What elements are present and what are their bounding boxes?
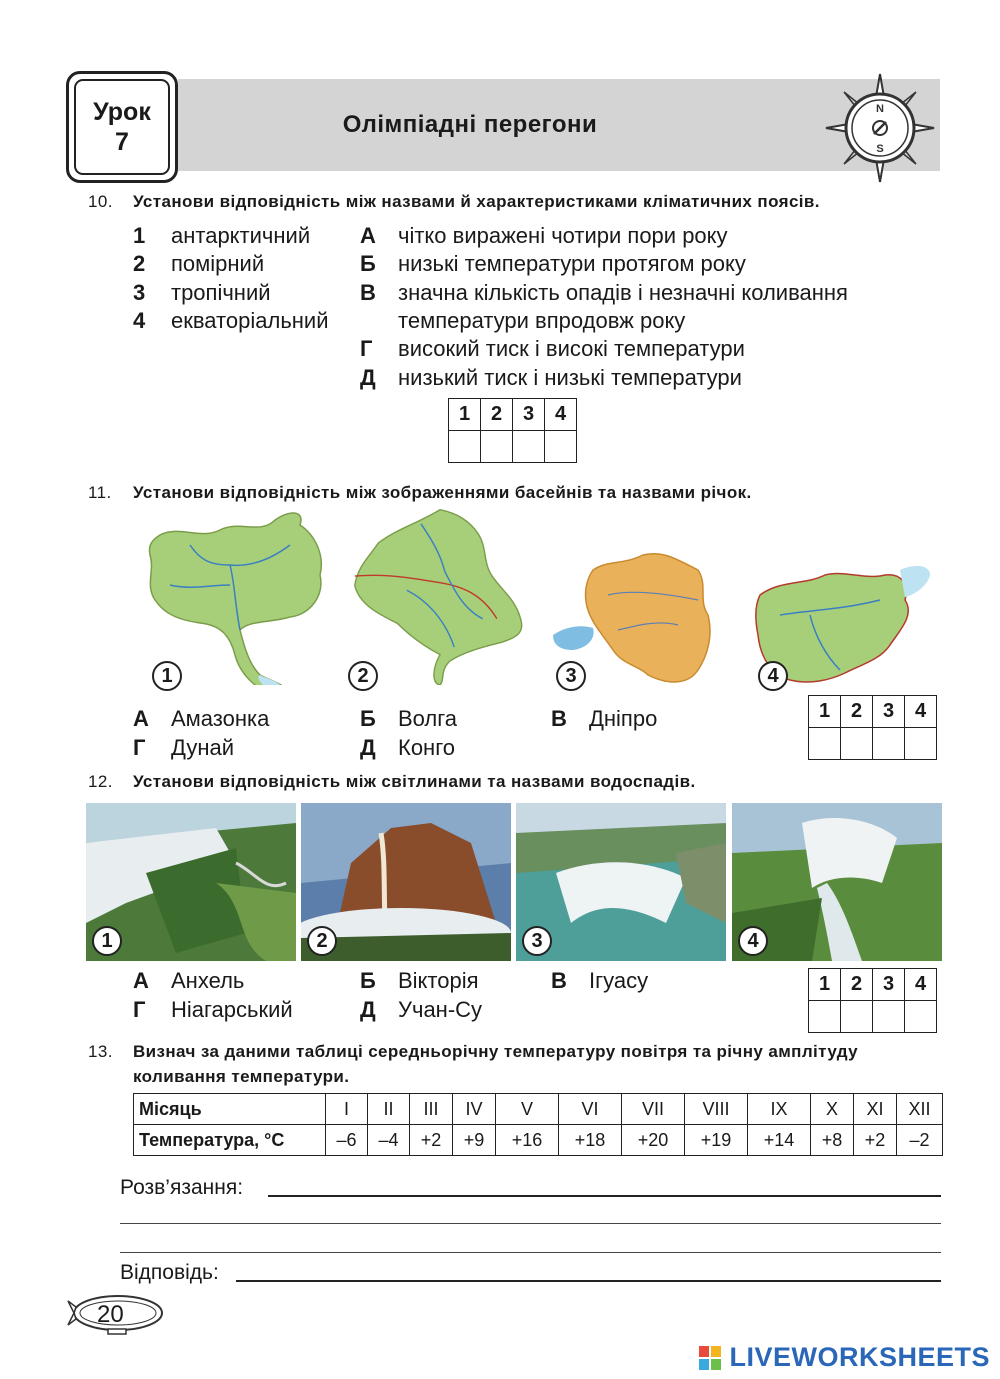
- image-label: 1: [92, 926, 122, 956]
- task-10-heading: [88, 192, 820, 212]
- answer-cell[interactable]: [809, 728, 841, 760]
- option-item: В Ігуасу: [551, 968, 649, 993]
- task-13-heading-cont: коливання температури.: [133, 1067, 350, 1086]
- answer-line[interactable]: [236, 1280, 941, 1282]
- temperature-table: [133, 1093, 943, 1156]
- answer-cell[interactable]: [905, 728, 937, 760]
- temperature-cell: +19: [685, 1125, 748, 1156]
- month-cell: I: [326, 1094, 368, 1125]
- task-text: Установи відповідність між світлинами та назвами водоспадів.: [133, 772, 696, 791]
- image-label: 3: [522, 926, 552, 956]
- temperature-cell: +20: [622, 1125, 685, 1156]
- temperature-cell: +18: [559, 1125, 622, 1156]
- month-cell: III: [410, 1094, 453, 1125]
- basin-map-1: [140, 505, 330, 685]
- answer-cell[interactable]: [809, 1001, 841, 1033]
- option-item: Б Вікторія: [360, 968, 479, 993]
- task-text: Визнач за даними таблиці середньорічну температуру повітря та річну амплітуду: [133, 1042, 859, 1061]
- list-item-continuation: температури впродовж року: [398, 308, 686, 333]
- answer-grid-10: 1 2 3 4: [448, 398, 577, 463]
- option-item: Г Ніагарський: [133, 997, 293, 1022]
- answer-cell[interactable]: [905, 1001, 937, 1033]
- list-item: В значна кількість опадів і незначні коливання: [360, 280, 848, 305]
- task-11-heading: [88, 483, 752, 503]
- compass-s-label: S: [876, 143, 884, 155]
- list-item: 3 тропічний: [133, 280, 271, 305]
- temperature-cell: +9: [453, 1125, 496, 1156]
- month-cell: XII: [897, 1094, 943, 1125]
- compass-icon: [824, 72, 936, 184]
- image-label: 2: [307, 926, 337, 956]
- temperature-cell: –4: [368, 1125, 410, 1156]
- image-label: 4: [738, 926, 768, 956]
- brand-logo-icon: [699, 1346, 721, 1370]
- list-item: 4 екваторіальний: [133, 308, 329, 333]
- basin-map-2: [345, 505, 535, 685]
- temperature-cell: –2: [897, 1125, 943, 1156]
- month-cell: VII: [622, 1094, 685, 1125]
- list-item: А чітко виражені чотири пори року: [360, 223, 728, 248]
- temperature-cell: –6: [326, 1125, 368, 1156]
- answer-cell[interactable]: [841, 728, 873, 760]
- page-number: 20: [97, 1301, 124, 1328]
- task-text: Установи відповідність між назвами й характеристиками кліматичних поясів.: [133, 192, 820, 211]
- table-row: Температура, °С –6 –4 +2 +9 +16 +18 +20 +19 +14 +8 +2 –2: [134, 1125, 943, 1156]
- temperature-cell: +2: [854, 1125, 897, 1156]
- answer-cell[interactable]: [513, 431, 545, 463]
- option-item: А Анхель: [133, 968, 245, 993]
- solution-line[interactable]: [120, 1223, 941, 1224]
- list-item: 2 помірний: [133, 251, 265, 276]
- temperature-cell: +16: [496, 1125, 559, 1156]
- answer-cell[interactable]: [481, 431, 513, 463]
- task-number: 11.: [88, 483, 112, 502]
- brand-wordmark: LIVEWORKSHEETS: [729, 1342, 990, 1372]
- lesson-number: 7: [115, 128, 129, 156]
- task-number: 12.: [88, 772, 113, 791]
- task-number: 13.: [88, 1042, 113, 1061]
- list-item: Б низькі температури протягом року: [360, 251, 746, 276]
- temperature-cell: +2: [410, 1125, 453, 1156]
- option-item: Б Волга: [360, 706, 458, 731]
- month-cell: II: [368, 1094, 410, 1125]
- option-item: А Амазонка: [133, 706, 270, 731]
- option-item: В Дніпро: [551, 706, 658, 731]
- task-number: 10.: [88, 192, 113, 211]
- answer-cell[interactable]: [449, 431, 481, 463]
- answer-grid-12: 1 2 3 4: [808, 968, 937, 1033]
- solution-label: Розв’язання:: [120, 1176, 244, 1199]
- list-item: Г високий тиск і високі температури: [360, 336, 745, 361]
- solution-line[interactable]: [268, 1195, 941, 1197]
- option-item: Д Учан-Су: [360, 997, 483, 1022]
- list-item: Д низький тиск і низькі температури: [360, 365, 742, 390]
- month-cell: IX: [748, 1094, 811, 1125]
- month-cell: VI: [559, 1094, 622, 1125]
- image-label: 2: [348, 661, 378, 691]
- task-12-heading: [88, 772, 696, 792]
- solution-line[interactable]: [120, 1252, 941, 1253]
- answer-cell[interactable]: [841, 1001, 873, 1033]
- temperature-cell: +14: [748, 1125, 811, 1156]
- answer-label: Відповідь:: [120, 1261, 219, 1284]
- lesson-word: Урок: [93, 98, 151, 126]
- lesson-badge: [66, 71, 178, 183]
- image-label: 4: [758, 661, 788, 691]
- month-cell: VIII: [685, 1094, 748, 1125]
- image-label: 1: [152, 661, 182, 691]
- answer-cell[interactable]: [873, 728, 905, 760]
- month-cell: X: [811, 1094, 854, 1125]
- month-cell: XI: [854, 1094, 897, 1125]
- task-13-heading: [88, 1042, 858, 1062]
- option-item: Д Конго: [360, 735, 455, 760]
- image-label: 3: [556, 661, 586, 691]
- table-row: Місяць I II III IV V VI VII VIII IX X XI XII: [134, 1094, 943, 1125]
- answer-cell[interactable]: [873, 1001, 905, 1033]
- task-text: Установи відповідність між зображеннями басейнів та назвами річок.: [133, 483, 752, 502]
- month-cell: V: [496, 1094, 559, 1125]
- answer-grid-11: 1 2 3 4: [808, 695, 937, 760]
- option-item: Г Дунай: [133, 735, 235, 760]
- compass-n-label: N: [876, 103, 884, 115]
- temperature-cell: +8: [811, 1125, 854, 1156]
- page-title: Олімпіадні перегони: [342, 111, 598, 138]
- list-item: 1 антарктичний: [133, 223, 311, 248]
- answer-cell[interactable]: [545, 431, 577, 463]
- month-cell: IV: [453, 1094, 496, 1125]
